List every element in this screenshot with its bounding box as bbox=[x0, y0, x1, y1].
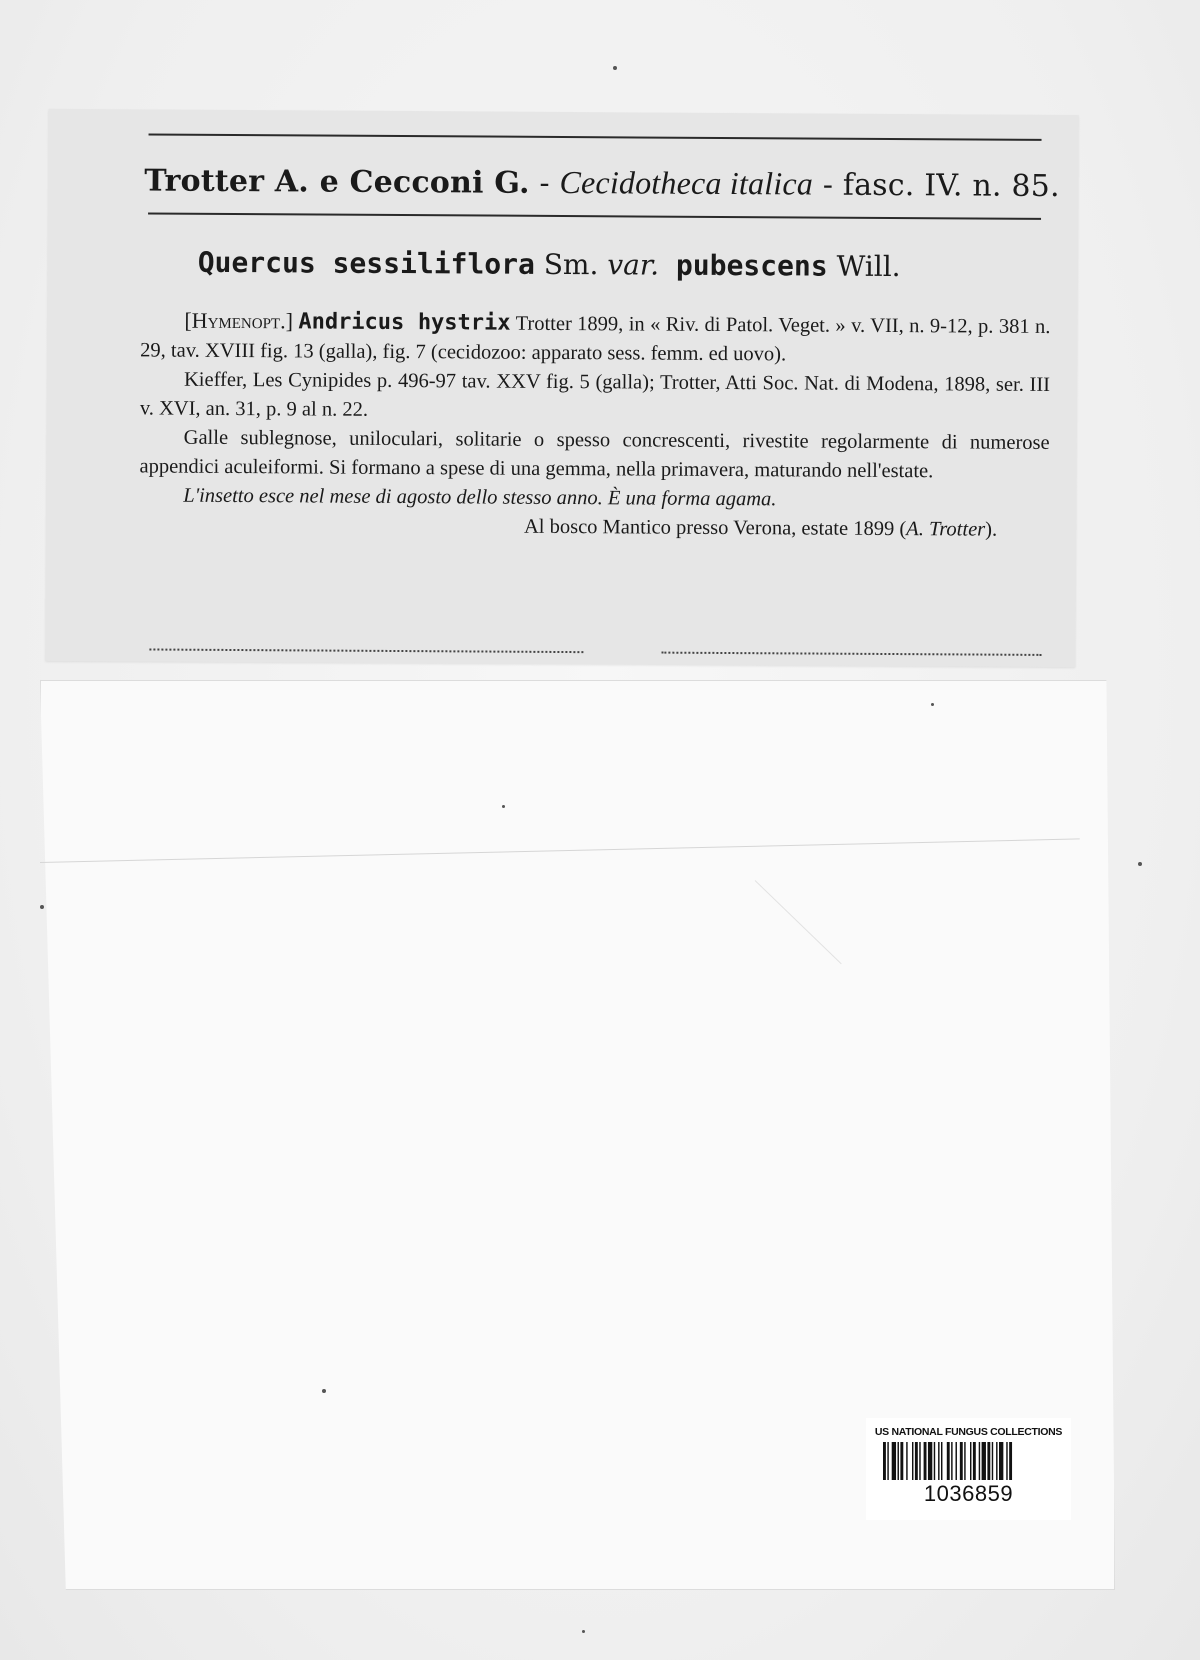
printed-label bbox=[45, 109, 1078, 667]
barcode-bars bbox=[881, 1442, 1057, 1480]
label-top-rule bbox=[149, 133, 1042, 140]
series-title: Cecidotheca italica bbox=[559, 163, 814, 202]
host-var-name: pubescens bbox=[658, 248, 828, 283]
label-bottom-rule bbox=[148, 212, 1041, 219]
gall-description: Galle sublegnose, uniloculari, solitarie o spesso concrescenti, rivestite regolarmente di numerose appendici aculeiformi. Si formano a spese di una gemma, nella primavera, maturando nell'estate. bbox=[139, 426, 1050, 483]
dotted-line-left bbox=[149, 648, 583, 653]
host-plant-name bbox=[198, 246, 1018, 284]
secondary-citation: Kieffer, Les Cynipides p. 496-97 tav. XXV fig. 5 (galla); Trotter, Atti Soc. Nat. di Modena, 1898, ser. III v. XVI, an. 31, p. 9 al n. 22. bbox=[139, 368, 1051, 421]
locality-text: Al bosco Mantico presso Verona, estate 1899 ( bbox=[523, 515, 907, 541]
series-separator: - bbox=[529, 165, 560, 201]
debris-speck bbox=[613, 66, 617, 70]
series-separator: - bbox=[812, 167, 843, 203]
debris-speck bbox=[931, 703, 934, 706]
citation-paragraph bbox=[140, 305, 1050, 371]
barcode-label bbox=[866, 1418, 1071, 1520]
debris-speck bbox=[582, 1630, 585, 1633]
debris-speck bbox=[1138, 862, 1142, 866]
insect-note: L'insetto esce nel mese di agosto dello stesso anno. È una forma agama. bbox=[183, 484, 777, 511]
gall-species: Andricus hystrix bbox=[298, 309, 511, 336]
barcode-number: 1036859 bbox=[923, 1481, 1014, 1506]
citation-text: Trotter 1899, in « Riv. di Patol. Veget. » v. VII, n. 9-12, p. 381 n. 29, tav. XVIII fig. 13 (galla), fig. 7 (cecidozoo: apparato sess. femm. ed uovo). bbox=[140, 312, 1051, 366]
host-var-author: Will. bbox=[827, 249, 901, 284]
locality-line bbox=[139, 510, 1049, 545]
label-body bbox=[139, 305, 1050, 545]
host-var-word: var. bbox=[607, 248, 660, 282]
barcode-title: US NATIONAL FUNGUS COLLECTIONS bbox=[874, 1426, 1063, 1438]
host-author: Sm. bbox=[534, 247, 608, 282]
debris-speck bbox=[40, 905, 44, 909]
collector-name: A. Trotter bbox=[906, 518, 986, 541]
debris-speck bbox=[502, 805, 505, 808]
debris-speck bbox=[322, 1389, 326, 1393]
dotted-line-right bbox=[661, 652, 1041, 656]
series-fascicle: fasc. IV. n. 85. bbox=[842, 167, 1060, 205]
series-authors: Trotter A. e Cecconi G. bbox=[144, 163, 530, 201]
host-genus-species: Quercus sessiliflora bbox=[197, 245, 536, 281]
series-header bbox=[144, 161, 1060, 205]
insect-order: [Hymenopt.] bbox=[184, 307, 294, 334]
locality-end: ). bbox=[985, 518, 998, 541]
